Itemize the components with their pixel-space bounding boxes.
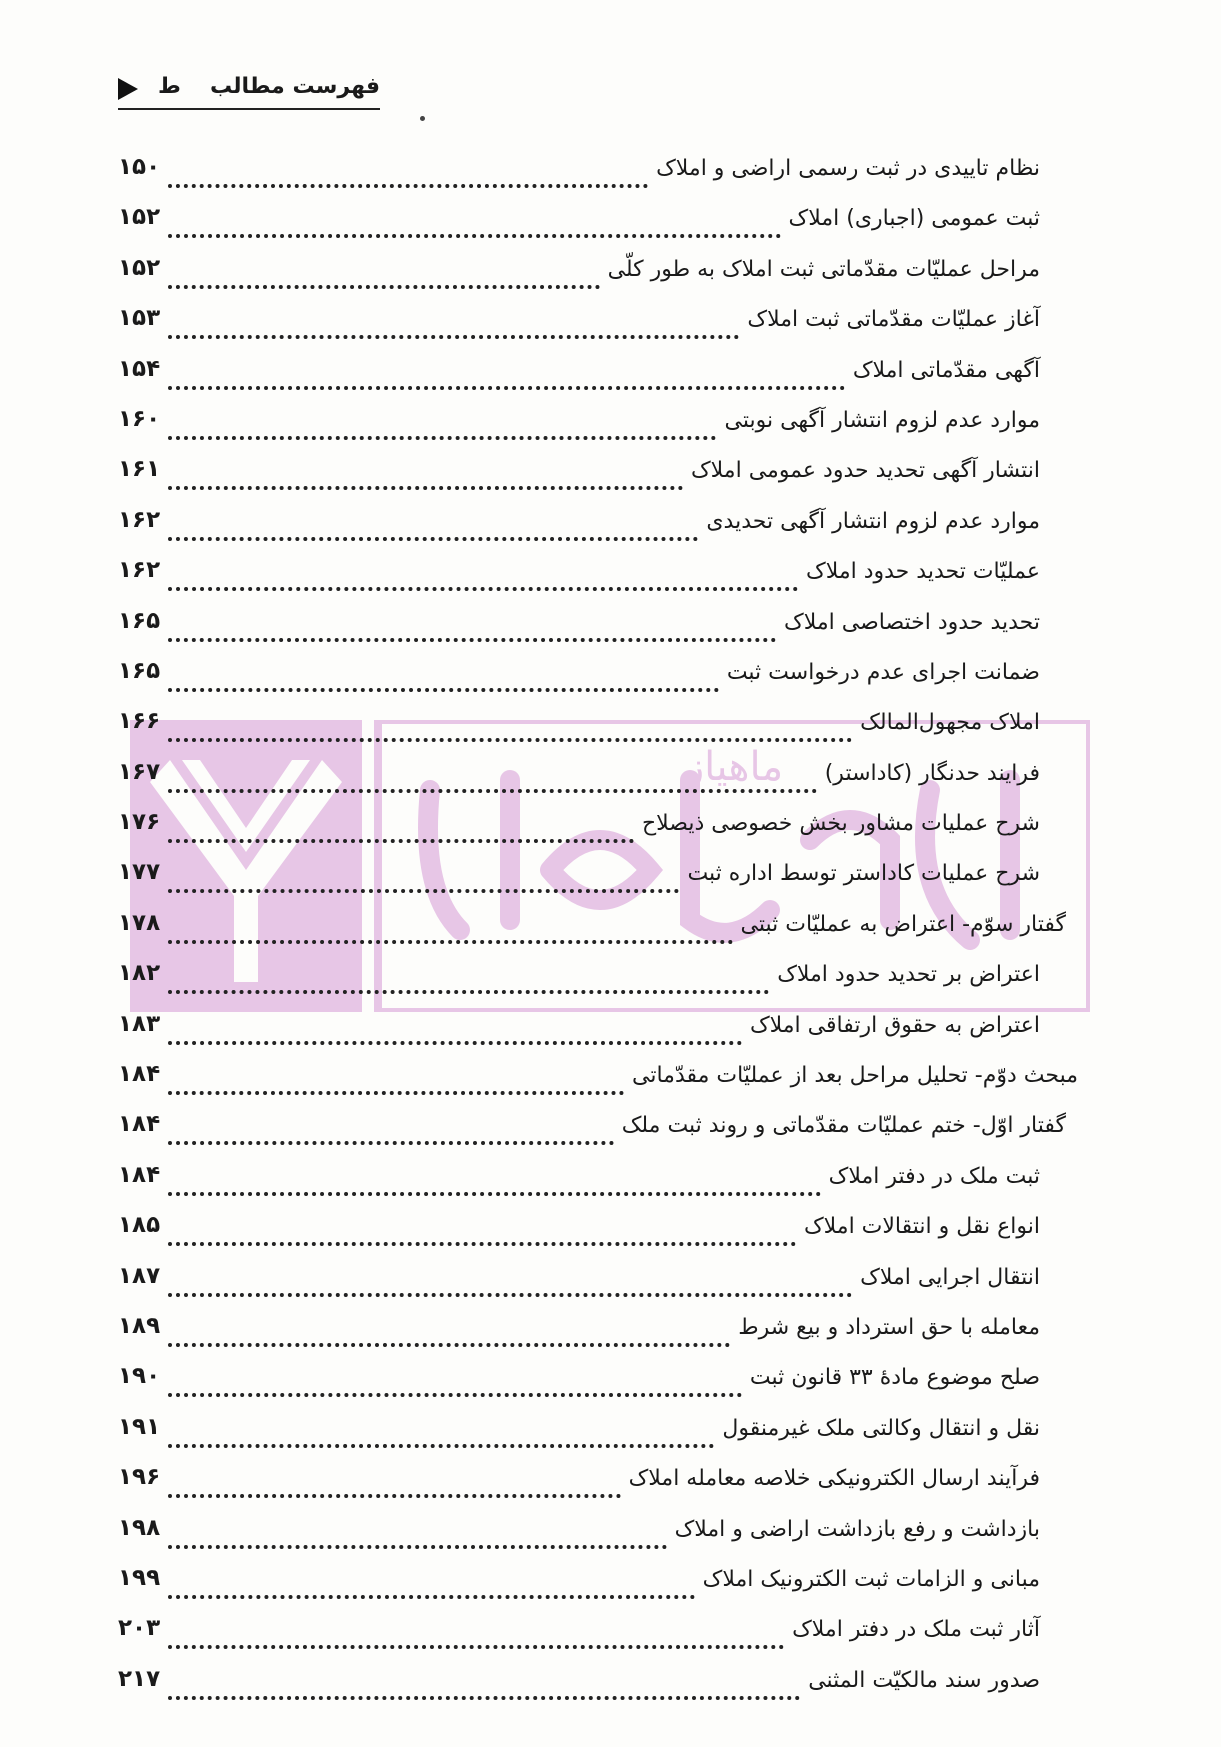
toc-entry-page-number: ۱۶۲ <box>118 506 161 533</box>
dot-leader <box>168 1109 614 1145</box>
toc-entry <box>118 555 1078 605</box>
toc-entry <box>118 807 1078 857</box>
dot-leader <box>168 253 599 289</box>
toc-entry-page-number: ۱۶۱ <box>118 456 161 483</box>
toc-entry <box>118 253 1078 303</box>
toc-entry-page-number: ۱۵۲ <box>118 204 161 231</box>
dot-leader <box>168 555 798 591</box>
toc-entry <box>118 1513 1078 1563</box>
dot-leader <box>168 152 648 188</box>
toc-entry-title: آغاز عملیّات مقدّماتی ثبت املاک <box>747 307 1040 333</box>
toc-entry <box>118 1059 1078 1109</box>
dot-leader <box>168 1462 620 1498</box>
toc-entry <box>118 1412 1078 1462</box>
dot-leader <box>168 454 683 490</box>
toc-entry-title: فرآیند ارسال الکترونیکی خلاصه معامله املاک <box>628 1466 1040 1492</box>
dot-leader <box>168 857 679 893</box>
toc-entry <box>118 404 1078 454</box>
dot-leader <box>168 1412 714 1448</box>
dot-leader <box>168 404 716 440</box>
toc-entry-title: آثار ثبت ملک در دفتر املاک <box>792 1617 1040 1643</box>
dot-leader <box>168 303 739 339</box>
toc-entry-title: املاک مجهول‌المالک <box>860 710 1040 736</box>
toc-entry-page-number: ۱۶۵ <box>118 657 161 684</box>
toc-entry <box>118 908 1078 958</box>
toc-entry-title: نظام تاییدی در ثبت رسمی اراضی و املاک <box>656 156 1040 181</box>
dot-leader <box>168 958 769 994</box>
dot-leader <box>168 757 817 793</box>
toc-entry-page-number: ۱۶۷ <box>118 758 161 785</box>
toc-entry-page-number: ۱۶۲ <box>118 557 161 584</box>
toc-entry <box>118 505 1078 555</box>
toc-entry-title: مبحث دوّم- تحلیل مراحل بعد از عملیّات مقدّماتی <box>632 1063 1078 1089</box>
toc-entry <box>118 958 1078 1008</box>
toc-entry-page-number: ۱۵۳ <box>118 305 161 332</box>
dot-leader <box>168 202 780 238</box>
toc-entry <box>118 757 1078 807</box>
toc-entry-page-number: ۱۸۹ <box>118 1312 161 1339</box>
toc-entry-title: انواع نقل و انتقالات املاک <box>803 1214 1040 1240</box>
header-page-letter: ط <box>158 74 181 99</box>
toc-entry-page-number: ۱۶۵ <box>118 607 161 634</box>
dot-leader <box>168 908 732 944</box>
dot-leader <box>168 1613 784 1649</box>
dot-leader <box>168 807 634 843</box>
toc-entry <box>118 454 1078 504</box>
toc-entry-title: شرح عملیات مشاور بخش خصوصی ذیصلاح <box>641 811 1040 837</box>
dot-leader <box>168 706 852 742</box>
toc-entry <box>118 857 1078 907</box>
toc-entry <box>118 1563 1078 1613</box>
toc-entry-page-number: ۲۱۷ <box>118 1665 161 1692</box>
toc-entry-title: ثبت عمومی (اجباری) املاک <box>788 206 1040 232</box>
toc-entry-page-number: ۱۷۶ <box>118 809 161 836</box>
toc-entry-page-number: ۱۹۹ <box>118 1564 161 1591</box>
toc-entry-page-number: ۱۷۸ <box>118 909 161 936</box>
toc-entry-title: ثبت ملک در دفتر املاک <box>828 1163 1040 1189</box>
toc-entry-title: آگهی مقدّماتی املاک <box>852 357 1040 383</box>
header-title: فهرست مطالب <box>209 74 380 99</box>
toc-entry <box>118 354 1078 404</box>
dot-leader <box>168 1009 742 1045</box>
toc-entry-page-number: ۱۸۴ <box>118 1111 161 1138</box>
dot-leader <box>168 656 719 692</box>
toc-entry-title: فرایند حدنگار (کاداستر) <box>824 760 1040 786</box>
toc-entry-page-number: ۱۸۴ <box>118 1061 161 1088</box>
toc-entry-title: شرح عملیات کاداستر توسط اداره ثبت <box>687 861 1040 887</box>
toc-entry <box>118 202 1078 252</box>
dot-leader <box>168 1513 666 1549</box>
toc-entry <box>118 706 1078 756</box>
toc-entry <box>118 1261 1078 1311</box>
toc-entry-title: معامله با حق استرداد و بیع شرط <box>738 1314 1040 1340</box>
toc-entry-page-number: ۱۶۶ <box>118 708 161 735</box>
toc-entry-page-number: ۱۹۱ <box>118 1413 161 1440</box>
toc-entry-title: مبانی و الزامات ثبت الکترونیک املاک <box>702 1566 1040 1592</box>
toc-entry-title: موارد عدم لزوم انتشار آگهی نوبتی <box>724 407 1040 433</box>
dot-leader <box>168 505 698 541</box>
dot-leader <box>168 1261 852 1297</box>
toc-entry-title: نقل و انتقال وکالتی ملک غیرمنقول <box>722 1415 1040 1441</box>
toc-entry <box>118 1613 1078 1663</box>
toc-entry-page-number: ۱۶۰ <box>118 405 161 432</box>
toc-entry-title: موارد عدم لزوم انتشار آگهی تحدیدی <box>706 508 1040 534</box>
toc-entry-page-number: ۲۰۳ <box>118 1615 161 1642</box>
dot-leader <box>168 1210 796 1246</box>
toc-entry-page-number: ۱۵۴ <box>118 355 161 382</box>
toc-entry-title: بازداشت و رفع بازداشت اراضی و املاک <box>674 1516 1040 1542</box>
toc-entry-title: گفتار سوّم- اعتراض به عملیّات ثبتی <box>740 911 1066 937</box>
running-header <box>118 72 380 110</box>
toc-entry-page-number: ۱۸۴ <box>118 1161 161 1188</box>
toc-entry-title: عملیّات تحدید حدود املاک <box>806 559 1040 585</box>
toc-entry <box>118 1210 1078 1260</box>
toc-entry-title: مراحل عملیّات مقدّماتی ثبت املاک به طور کلّی <box>607 256 1040 282</box>
toc-entry-title: ضمانت اجرای عدم درخواست ثبت <box>726 659 1040 685</box>
dot-leader <box>168 606 776 642</box>
toc-entry-page-number: ۱۹۶ <box>118 1464 161 1491</box>
dot-leader <box>168 1361 742 1397</box>
toc-entry-title: انتشار آگهی تحدید حدود عمومی املاک <box>690 458 1040 484</box>
toc-entry-page-number: ۱۸۳ <box>118 1010 161 1037</box>
dot-leader <box>168 1311 730 1347</box>
toc-entry <box>118 152 1078 202</box>
toc-entry-page-number: ۱۸۷ <box>118 1262 161 1289</box>
watermark-text: ماهیاز <box>684 744 784 790</box>
dot-leader <box>168 354 845 390</box>
toc-entry-title: تحدید حدود اختصاصی املاک <box>784 609 1040 635</box>
toc-entry-page-number: ۱۵۲ <box>118 254 161 281</box>
toc-entry <box>118 303 1078 353</box>
toc-entry-title: انتقال اجرایی املاک <box>860 1264 1040 1290</box>
dot-leader <box>168 1059 624 1095</box>
triangle-arrow-icon <box>118 78 138 100</box>
toc-entry-page-number: ۱۹۰ <box>118 1363 161 1390</box>
toc-entry-title: صلح موضوع مادهٔ ۳۳ قانون ثبت <box>749 1365 1040 1391</box>
toc-entry <box>118 1361 1078 1411</box>
toc-entry-page-number: ۱۸۲ <box>118 960 161 987</box>
toc-entry-title: گفتار اوّل- ختم عملیّات مقدّماتی و روند ثبت ملک <box>621 1113 1066 1139</box>
toc-entry <box>118 606 1078 656</box>
toc-entry <box>118 1109 1078 1159</box>
toc-entry-page-number: ۱۵۰ <box>118 154 161 180</box>
toc-entry <box>118 1462 1078 1512</box>
toc-entry <box>118 656 1078 706</box>
toc-entry <box>118 1311 1078 1361</box>
toc-entry-title: اعتراض بر تحدید حدود املاک <box>777 962 1040 988</box>
toc-entry-page-number: ۱۹۸ <box>118 1514 161 1541</box>
toc-entry <box>118 1009 1078 1059</box>
dot-leader <box>168 1563 695 1599</box>
toc-entry <box>118 1664 1078 1714</box>
toc-entry-title: صدور سند مالکیّت المثنی <box>808 1667 1040 1693</box>
dot-leader <box>168 1664 800 1700</box>
toc-entry <box>118 1160 1078 1210</box>
dot-leader <box>168 1160 821 1196</box>
toc-entry-page-number: ۱۸۵ <box>118 1212 161 1239</box>
table-of-contents <box>118 152 1078 1714</box>
toc-entry-page-number: ۱۷۷ <box>118 859 161 886</box>
toc-entry-title: اعتراض به حقوق ارتفاقی املاک <box>749 1012 1040 1038</box>
speck-dot <box>420 116 425 121</box>
